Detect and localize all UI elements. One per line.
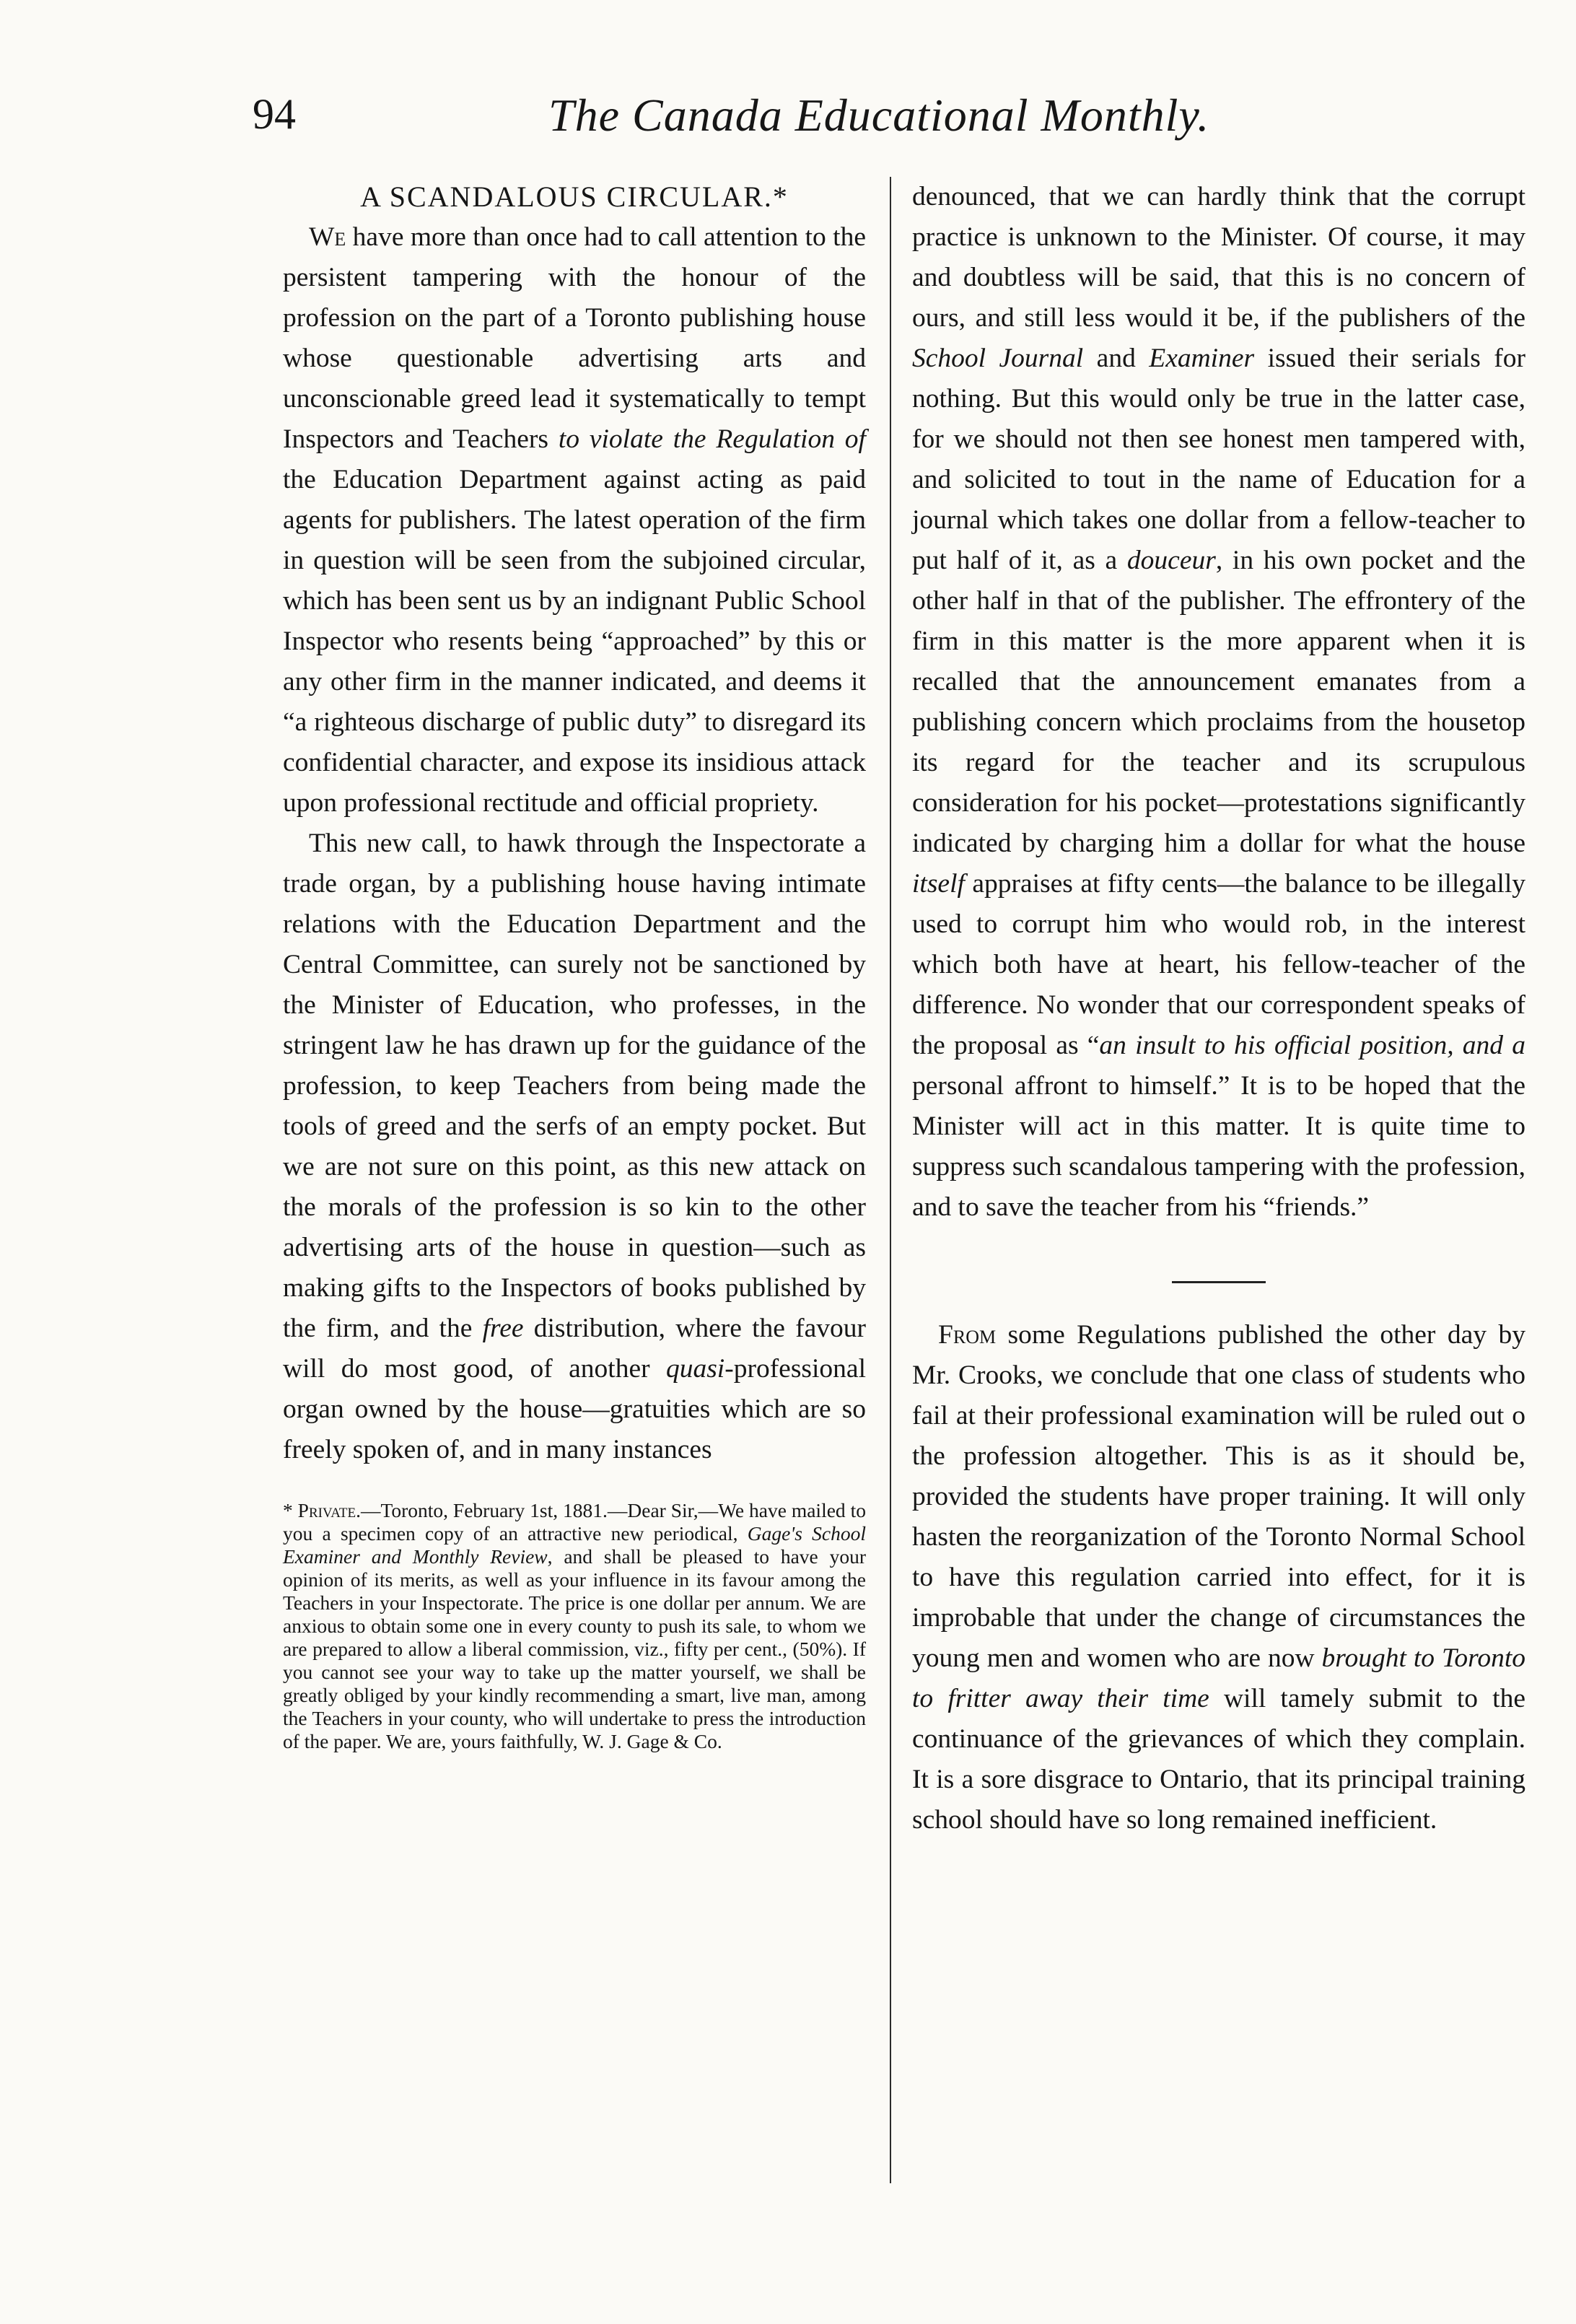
page-number: 94 xyxy=(253,90,296,138)
column-right xyxy=(912,177,1525,1840)
drop-lead: From xyxy=(938,1320,997,1350)
text-run: and xyxy=(1083,344,1150,373)
column-rule xyxy=(890,177,891,2183)
running-title: The Canada Educational Monthly. xyxy=(548,89,1210,141)
text-run: distribution, where the favour will do most good, of another xyxy=(283,1314,866,1384)
footnote-lead: * Private. xyxy=(283,1499,361,1521)
text-run: personal affront to himself.” It is to be hoped that the Minister will act in this matter. It is quite time to suppress such scandalous tampering with the profession, and to save the teacher from his “friends.” xyxy=(912,1071,1525,1222)
column-left xyxy=(283,177,866,1753)
article-paragraph-2-continued xyxy=(912,177,1525,1228)
italic-run: Examiner xyxy=(1149,344,1255,373)
italic-run: to violate the Regulation of xyxy=(558,424,866,454)
footnote xyxy=(283,1499,866,1753)
text-run: issued their serials for nothing. But this would only be true in the latter case, for we should not then see honest men tampered with, and solicited to tout in the name of Education for a journal which takes one dollar from a fellow-teacher to put half of it, as a xyxy=(912,344,1525,575)
article-paragraph-1 xyxy=(283,217,866,824)
text-run: the Education Department against acting as paid agents for publishers. The latest operation of the firm in question will be seen from the subjoined circular, which has been sent us by an indignant Public School Inspector who resents being “approached” by this or any other firm in the manner indicated, and deems it “a righteous discharge of public duty” to disregard its confidential character, and expose its insidious attack upon professional rectitude and official propriety. xyxy=(283,465,866,818)
text-run: This new call, to hawk through the Inspectorate a trade organ, by a publishing house having intimate relations with the Education Department and the Central Committee, can surely not be sanctioned by the Minister of Education, who professes, in the stringent law he has drawn up for the guidance of the profession, to keep Teachers from being made the tools of greed and the serfs of an empty pocket. But we are not sure on this point, as this new attack on the morals of the profession is so kin to the other advertising arts of the house in question—such as making gifts to the Inspectors of books published by the firm, and the xyxy=(283,829,866,1343)
second-article-paragraph xyxy=(912,1315,1525,1840)
text-run: -professional organ owned by the house—gratuities which are so freely spoken of, and in many instances xyxy=(283,1354,866,1464)
text-run: , in his own pocket and the other half in that of the publisher. The effrontery of the firm in this matter is the more apparent when it is recalled that the announcement emanates from a publishing concern which proclaims from the housetop its regard for the teacher and its scrupulous consideration for his pocket—protestations significantly indicated by charging him a dollar for what the house xyxy=(912,546,1525,858)
text-run: some Regulations published the other day by Mr. Crooks, we conclude that one class of students who fail at their professional examination will be ruled out o the profession altogether. This is as it should be, provided the students have proper training. It will only hasten the reorganization of the Toronto Normal School to have this regulation carried into effect, for it is improbable that under the change of circumstances the young men and women who are now xyxy=(912,1320,1525,1673)
italic-run: School Journal xyxy=(912,344,1084,373)
drop-lead: We xyxy=(309,222,346,252)
italic-run: brought to Toronto to fritter away their time xyxy=(912,1643,1525,1713)
text-run: denounced, that we can hardly think that the corrupt practice is unknown to the Minister. Of course, it may and doubtless will be said, that this is no concern of ours, and still less would it be, if the publishers of the xyxy=(912,182,1525,333)
text-run: , and shall be pleased to have your opinion of its merits, as well as your influence in its favour among the Teachers in your Inspectorate. The price is one dollar per annum. We are anxious to obtain some one in every county to push its sale, to whom we are prepared to allow a liberal commission, viz., fifty per cent., (50%). If you cannot see your way to take up the matter yourself, we shall be greatly obliged by your kindly recommending a smart, live man, among the Teachers in your county, who will undertake to press the introduction of the paper. We are, yours faithfully, W. J. Gage & Co. xyxy=(283,1545,866,1752)
section-divider xyxy=(1172,1281,1266,1283)
article-paragraph-2 xyxy=(283,824,866,1470)
footnote-spacer xyxy=(283,1470,866,1499)
italic-run: free xyxy=(482,1314,524,1343)
text-run: appraises at fifty cents—the balance to be illegally used to corrupt him who would rob, in the interest which both have at heart, his fellow-teacher of the difference. No wonder that our correspondent speaks of the proposal as “ xyxy=(912,869,1525,1060)
text-run: have more than once had to call attention to the persistent tampering with the honour of the profession on the part of a Toronto publishing house whose questionable advertising arts and unconscionable greed lead it systematically to tempt Inspectors and Teachers xyxy=(283,222,866,454)
italic-run: quasi xyxy=(665,1354,725,1384)
italic-run: Gage's School Examiner and Monthly Review xyxy=(283,1522,866,1568)
text-run: —Toronto, February 1st, 1881.—Dear Sir,—We have mailed to you a specimen copy of an attractive new periodical, xyxy=(283,1499,866,1545)
article-title: A SCANDALOUS CIRCULAR.* xyxy=(360,180,789,213)
italic-run: an insult to his official position, and a xyxy=(1099,1031,1525,1060)
italic-run: douceur xyxy=(1126,546,1216,575)
text-run: will tamely submit to the continuance of the grievances of which they complain. It is a sore disgrace to Ontario, that its principal training school should have so long remained inefficient. xyxy=(912,1684,1525,1835)
italic-run: itself xyxy=(912,869,965,899)
